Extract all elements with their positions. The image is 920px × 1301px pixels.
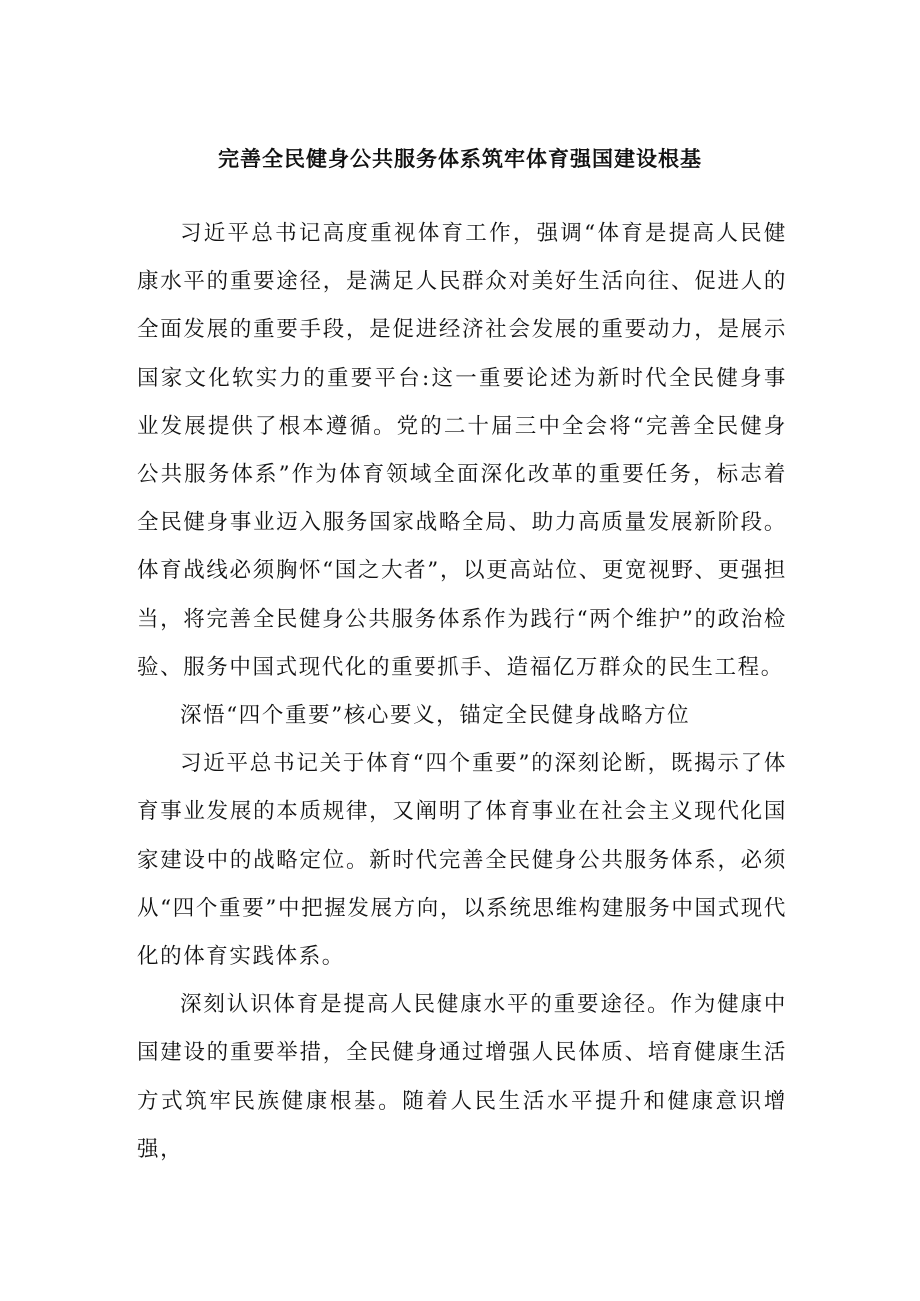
paragraph-four-importances: 习近平总书记关于体育“四个重要”的深刻论断，既揭示了体育事业发展的本质规律，又阐明了体育事业在社会主义现代化国家建设中的战略定位。新时代完善全民健身公共服务体系，必须从“四个重要”中把握发展方向，以系统思维构建服务中国式现代化的体育实践体系。 bbox=[137, 751, 787, 970]
document-body bbox=[137, 210, 787, 1174]
paragraph-intro: 习近平总书记高度重视体育工作，强调“体育是提高人民健康水平的重要途径，是满足人民群众对美好生活向往、促进人的全面发展的重要手段，是促进经济社会发展的重要动力，是展示国家文化软实力的重要平台:这一重要论述为新时代全民健身事业发展提供了根本遵循。党的二十届三中全会将“完善全民健身公共服务体系”作为体育领域全面深化改革的重要任务，标志着全民健身事业迈入服务国家战略全局、助力高质量发展新阶段。体育战线必须胸怀“国之大者”，以更高站位、更宽视野、更强担当，将完善全民健身公共服务体系作为践行“两个维护”的政治检验、服务中国式现代化的重要抓手、造福亿万群众的民生工程。 bbox=[137, 221, 787, 680]
paragraph-health: 深刻认识体育是提高人民健康水平的重要途径。作为健康中国建设的重要举措，全民健身通过增强人民体质、培育健康生活方式筑牢民族健康根基。随着人民生活水平提升和健康意识增强， bbox=[137, 992, 787, 1162]
section-heading: 深悟“四个重要”核心要义，锚定全民健身战略方位 bbox=[180, 703, 691, 729]
document-title: 完善全民健身公共服务体系筑牢体育强国建设根基 bbox=[218, 146, 702, 171]
